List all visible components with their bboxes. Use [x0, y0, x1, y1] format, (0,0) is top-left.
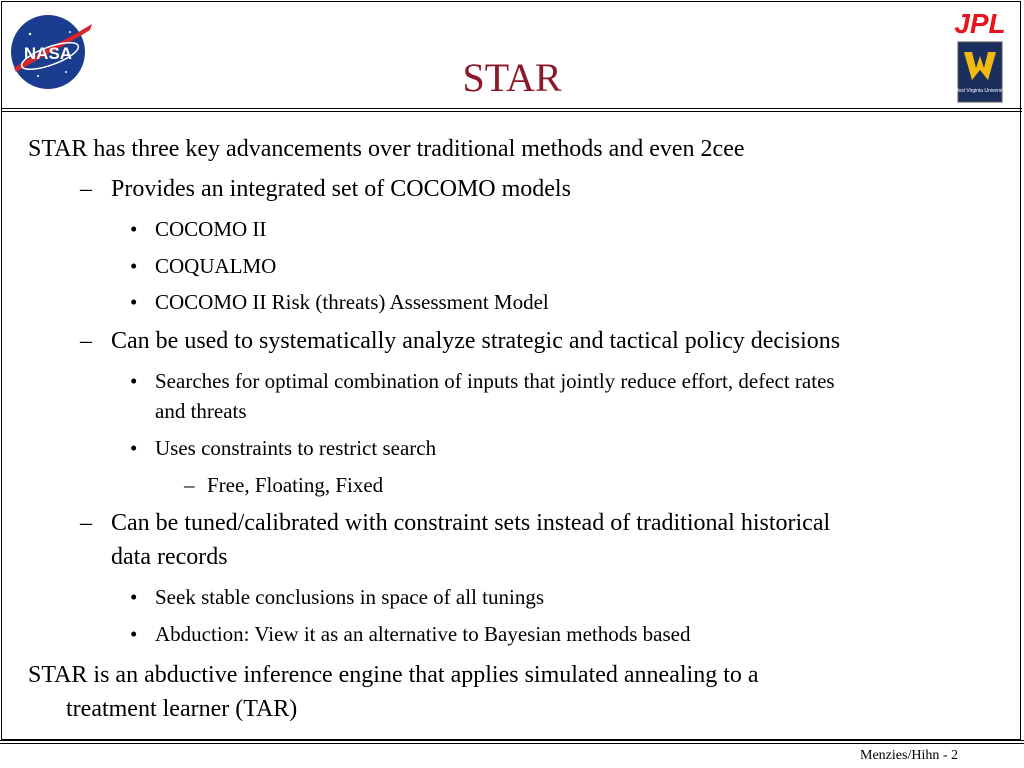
bullet-marker: •	[130, 217, 138, 241]
bullet-marker: •	[130, 622, 138, 646]
bullet-marker: •	[130, 585, 138, 609]
bottom-rule	[0, 740, 1024, 744]
body-line-1: STAR has three key advancements over traditional methods and even 2cee	[28, 136, 745, 162]
sub-item-1: Provides an integrated set of COCOMO models	[111, 176, 571, 202]
dash-marker: –	[80, 510, 92, 536]
bullet-item: COCOMO II	[155, 217, 267, 241]
bullet-marker: •	[130, 369, 138, 393]
svg-text:West Virginia University: West Virginia University	[953, 88, 1007, 94]
jpl-logo-icon	[944, 8, 1016, 38]
bullet-marker: •	[130, 290, 138, 314]
body-line-2: STAR is an abductive inference engine that applies simulated annealing to a	[28, 662, 759, 688]
bullet-item: COQUALMO	[155, 254, 277, 278]
dash-marker: –	[184, 473, 195, 497]
bullet-item: Abduction: View it as an alternative to Bayesian methods based	[155, 622, 691, 646]
bullet-marker: •	[130, 254, 138, 278]
sub-item-3-continued: data records	[111, 544, 228, 570]
bullet-item: COCOMO II Risk (threats) Assessment Model	[155, 290, 549, 314]
bullet-marker: •	[130, 436, 138, 460]
bullet-item: Uses constraints to restrict search	[155, 436, 437, 460]
slide-title: STAR	[462, 55, 562, 100]
dash-marker: –	[80, 328, 92, 354]
dash-marker: –	[80, 176, 92, 202]
bullet-item: Searches for optimal combination of inputs that jointly reduce effort, defect rates	[155, 369, 835, 393]
svg-text:JPL: JPL	[954, 8, 1006, 39]
title-rule	[2, 108, 1022, 112]
sub-item-3: Can be tuned/calibrated with constraint sets instead of traditional historical	[111, 510, 831, 536]
bullet-item-continued: and threats	[155, 399, 247, 423]
sub-sub-item: Free, Floating, Fixed	[207, 473, 384, 497]
body-line-2-continued: treatment learner (TAR)	[66, 696, 298, 722]
svg-text:NASA: NASA	[23, 44, 73, 63]
bullet-item: Seek stable conclusions in space of all tunings	[155, 585, 545, 609]
slide-footer: Menzies/Hihn - 2	[860, 748, 958, 763]
sub-item-2: Can be used to systematically analyze strategic and tactical policy decisions	[111, 328, 841, 354]
